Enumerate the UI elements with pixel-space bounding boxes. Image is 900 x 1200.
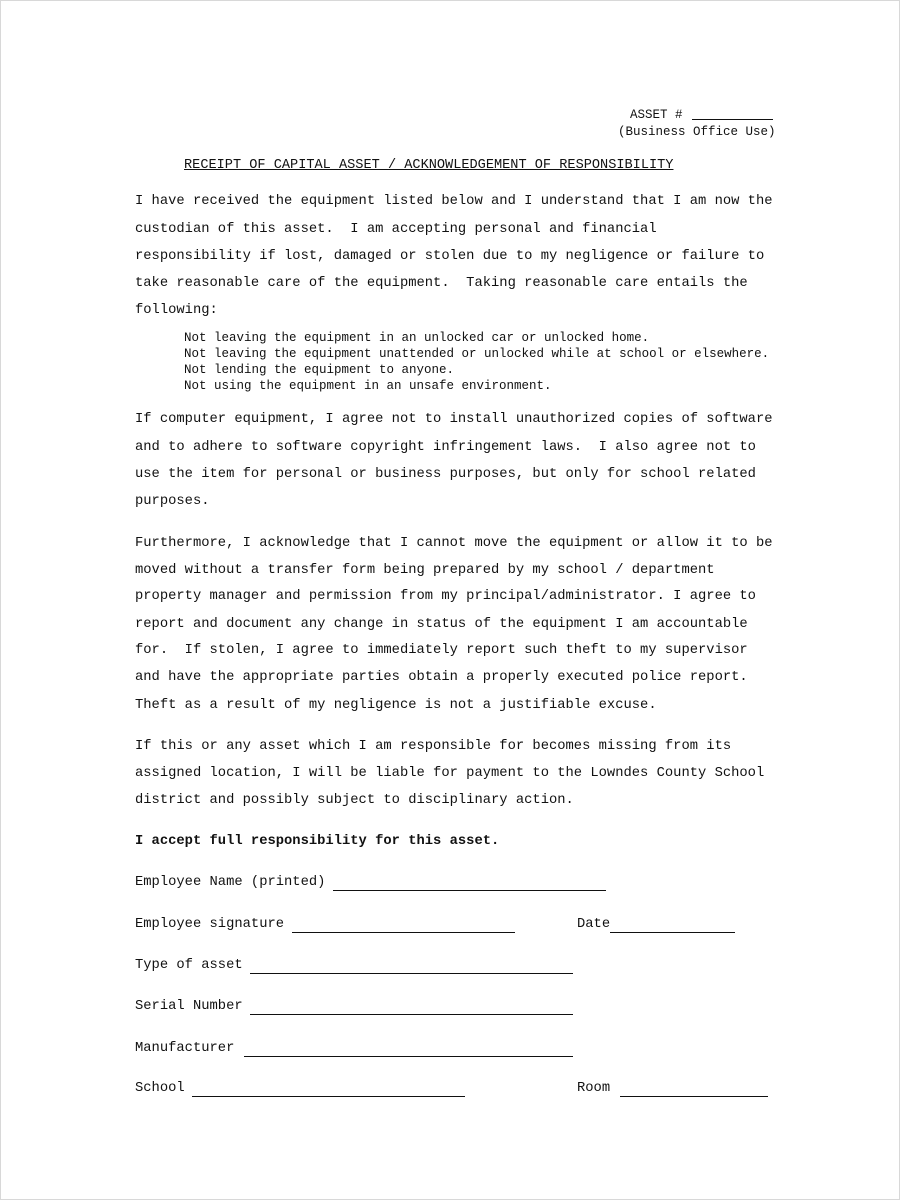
paragraph-3-line: property manager and permission from my principal/administrator. I agree to [135, 589, 756, 604]
room-field[interactable] [620, 1096, 768, 1097]
paragraph-3-line: for. If stolen, I agree to immediately report such theft to my supervisor [135, 643, 748, 658]
paragraph-2-line: use the item for personal or business purposes, but only for school related [135, 467, 756, 482]
paragraph-3-line: and have the appropriate parties obtain a properly executed police report. [135, 670, 748, 685]
paragraph-3-line: Furthermore, I acknowledge that I cannot move the equipment or allow it to be [135, 536, 773, 551]
school-field[interactable] [192, 1096, 465, 1097]
employee-signature-label: Employee signature [135, 917, 285, 932]
serial-number-label: Serial Number [135, 999, 243, 1014]
paragraph-3-line: Theft as a result of my negligence is not a justifiable excuse. [135, 698, 657, 713]
paragraph-1-line: take reasonable care of the equipment. Taking reasonable care entails the [135, 276, 748, 291]
type-of-asset-label: Type of asset [135, 958, 243, 973]
paragraph-4-line: If this or any asset which I am responsible for becomes missing from its [135, 739, 732, 754]
asset-number-field[interactable] [692, 119, 773, 120]
paragraph-3-line: moved without a transfer form being prepared by my school / department [135, 563, 715, 578]
paragraph-3-line: report and document any change in status of the equipment I am accountable [135, 617, 748, 632]
paragraph-2-line: purposes. [135, 494, 210, 509]
school-label: School [135, 1081, 185, 1096]
type-of-asset-field[interactable] [250, 973, 573, 974]
employee-name-field[interactable] [333, 890, 606, 891]
care-list-item: Not leaving the equipment unattended or unlocked while at school or elsewhere. [184, 347, 770, 361]
paragraph-4-line: district and possibly subject to disciplinary action. [135, 793, 574, 808]
paragraph-1-line: responsibility if lost, damaged or stolen due to my negligence or failure to [135, 249, 765, 264]
care-list-item: Not using the equipment in an unsafe environment. [184, 379, 552, 393]
asset-number-label: ASSET # [630, 108, 683, 122]
paragraph-2-line: and to adhere to software copyright infringement laws. I also agree not to [135, 440, 756, 455]
paragraph-1-line: I have received the equipment listed below and I understand that I am now the [135, 194, 773, 209]
date-label: Date [577, 917, 611, 932]
paragraph-1-line: following: [135, 303, 218, 318]
acceptance-statement: I accept full responsibility for this asset. [135, 834, 500, 849]
care-list-item: Not leaving the equipment in an unlocked car or unlocked home. [184, 331, 650, 345]
employee-signature-field[interactable] [292, 932, 515, 933]
paragraph-2-line: If computer equipment, I agree not to install unauthorized copies of software [135, 412, 773, 427]
care-list-item: Not lending the equipment to anyone. [184, 363, 455, 377]
document-title: RECEIPT OF CAPITAL ASSET / ACKNOWLEDGEMENT OF RESPONSIBILITY [184, 158, 674, 173]
room-label: Room [577, 1081, 611, 1096]
serial-number-field[interactable] [250, 1014, 573, 1015]
manufacturer-field[interactable] [244, 1056, 573, 1057]
paragraph-1-line: custodian of this asset. I am accepting personal and financial [135, 222, 657, 237]
employee-name-label: Employee Name (printed) [135, 875, 326, 890]
manufacturer-label: Manufacturer [135, 1041, 235, 1056]
paragraph-4-line: assigned location, I will be liable for payment to the Lowndes County School [135, 766, 765, 781]
business-office-use-note: (Business Office Use) [618, 125, 776, 139]
date-field[interactable] [610, 932, 735, 933]
